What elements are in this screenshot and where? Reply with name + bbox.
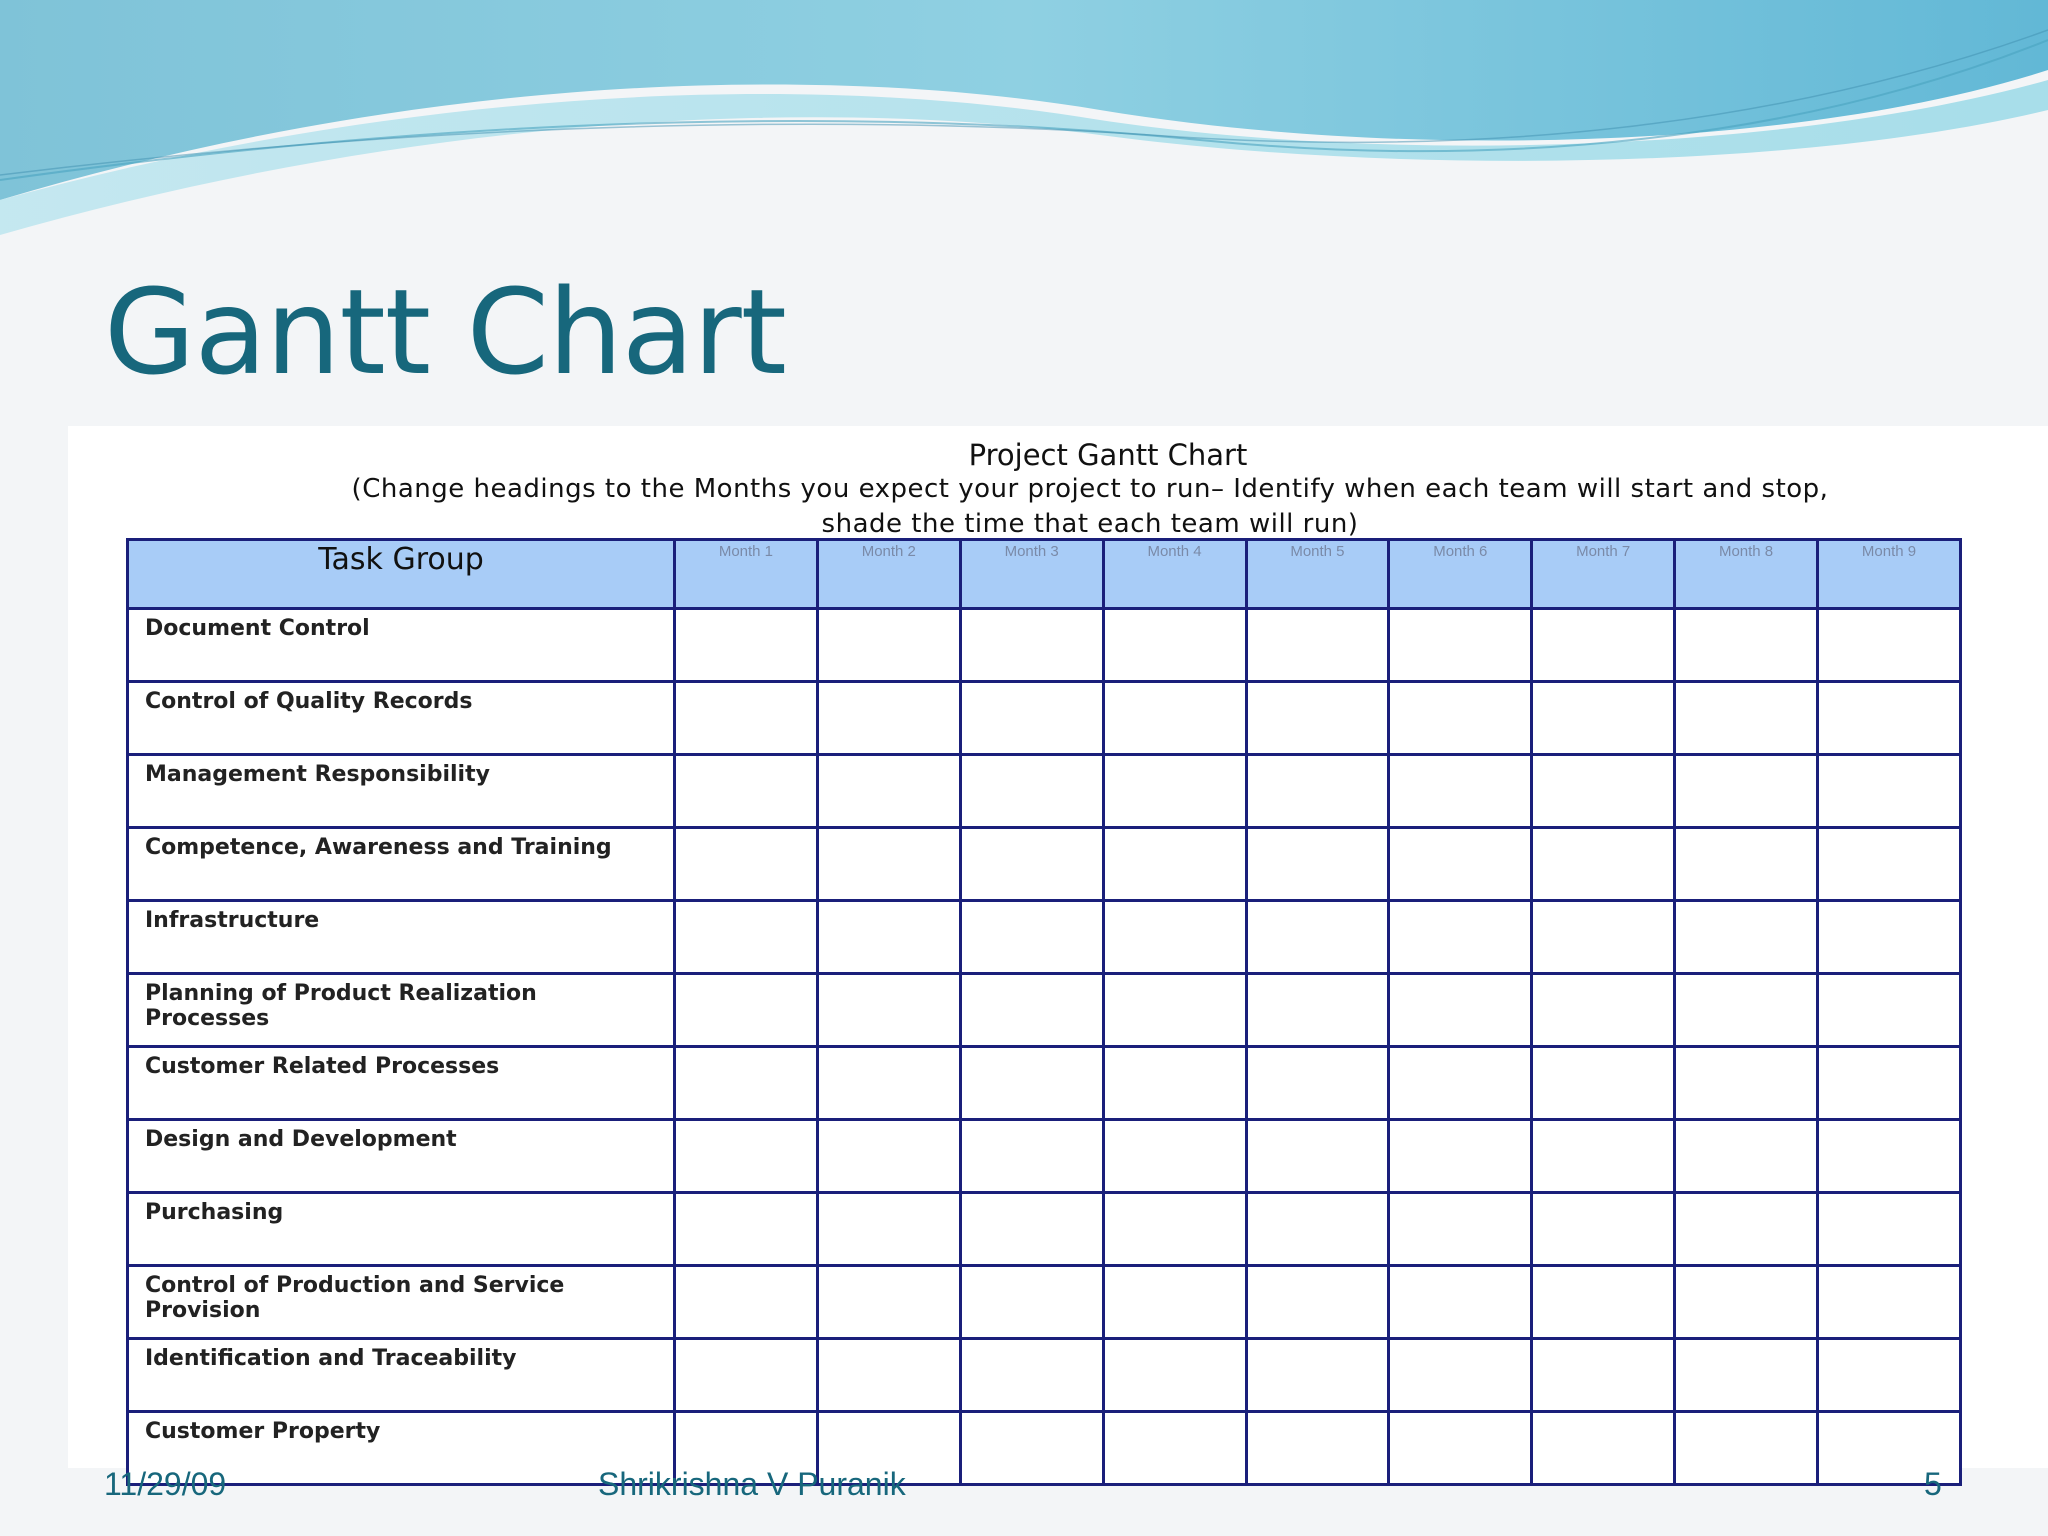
task-row — [128, 1120, 1961, 1193]
month-cell[interactable] — [1675, 1412, 1818, 1485]
month-cell[interactable] — [1103, 1266, 1246, 1339]
month-cell[interactable] — [675, 1266, 818, 1339]
task-name-cell: Document Control — [128, 609, 675, 682]
month-cell[interactable] — [1389, 1412, 1532, 1485]
month-cell[interactable] — [1532, 1193, 1675, 1266]
month-cell[interactable] — [1246, 682, 1389, 755]
month-cell[interactable] — [1675, 828, 1818, 901]
task-row — [128, 1266, 1961, 1339]
month-cell[interactable] — [1103, 682, 1246, 755]
month-header: Month 1 — [675, 540, 818, 609]
month-cell[interactable] — [1818, 1193, 1961, 1266]
month-cell[interactable] — [1818, 609, 1961, 682]
month-cell[interactable] — [817, 1193, 960, 1266]
task-name-cell: Control of Production and Service Provision — [128, 1266, 675, 1339]
month-cell[interactable] — [817, 1339, 960, 1412]
month-cell[interactable] — [960, 755, 1103, 828]
month-cell[interactable] — [1675, 1266, 1818, 1339]
month-cell[interactable] — [675, 1193, 818, 1266]
month-cell[interactable] — [1246, 1193, 1389, 1266]
footer-author: Shrikrishna V Puranik — [598, 1466, 906, 1502]
month-cell[interactable] — [1389, 1266, 1532, 1339]
month-cell[interactable] — [1246, 901, 1389, 974]
month-cell[interactable] — [960, 1047, 1103, 1120]
month-cell[interactable] — [1389, 609, 1532, 682]
month-cell[interactable] — [1389, 1120, 1532, 1193]
month-cell[interactable] — [1818, 1266, 1961, 1339]
month-cell[interactable] — [817, 901, 960, 974]
month-cell[interactable] — [1103, 1339, 1246, 1412]
month-cell[interactable] — [817, 828, 960, 901]
month-cell[interactable] — [1246, 1339, 1389, 1412]
month-cell[interactable] — [1532, 1047, 1675, 1120]
month-cell[interactable] — [1246, 609, 1389, 682]
month-cell[interactable] — [1532, 682, 1675, 755]
instructions-line-1: (Change headings to the Months you expect your project to run– Identify when each team will start and stop, — [351, 474, 1829, 504]
month-header: Month 2 — [817, 540, 960, 609]
month-cell[interactable] — [1103, 901, 1246, 974]
month-cell[interactable] — [1532, 828, 1675, 901]
month-cell[interactable] — [1675, 1120, 1818, 1193]
task-row — [128, 901, 1961, 974]
month-cell[interactable] — [675, 974, 818, 1047]
task-name-cell: Customer Property — [128, 1412, 675, 1485]
month-cell[interactable] — [1246, 974, 1389, 1047]
month-cell[interactable] — [960, 1339, 1103, 1412]
month-cell[interactable] — [960, 1120, 1103, 1193]
task-row — [128, 609, 1961, 682]
month-header: Month 8 — [1675, 540, 1818, 609]
month-cell[interactable] — [1103, 1412, 1246, 1485]
instructions-line-2: shade the time that each team will run) — [821, 509, 1359, 539]
month-cell[interactable] — [1532, 1266, 1675, 1339]
month-cell[interactable] — [817, 682, 960, 755]
task-group-header: Task Group — [128, 540, 675, 609]
task-row — [128, 682, 1961, 755]
task-name-cell: Planning of Product Realization Processes — [128, 974, 675, 1047]
month-cell[interactable] — [1818, 1047, 1961, 1120]
month-cell[interactable] — [1818, 901, 1961, 974]
task-name-cell: Infrastructure — [128, 901, 675, 974]
task-name-cell: Control of Quality Records — [128, 682, 675, 755]
month-cell[interactable] — [675, 609, 818, 682]
month-cell[interactable] — [1818, 755, 1961, 828]
chart-instructions — [140, 472, 2040, 542]
month-cell[interactable] — [1675, 901, 1818, 974]
month-cell[interactable] — [1246, 1266, 1389, 1339]
month-header: Month 3 — [960, 540, 1103, 609]
month-header: Month 5 — [1246, 540, 1389, 609]
month-cell[interactable] — [1675, 1047, 1818, 1120]
month-cell[interactable] — [960, 1193, 1103, 1266]
task-name-cell: Purchasing — [128, 1193, 675, 1266]
task-name-cell: Management Responsibility — [128, 755, 675, 828]
month-cell[interactable] — [1675, 609, 1818, 682]
month-cell[interactable] — [1389, 755, 1532, 828]
month-cell[interactable] — [675, 682, 818, 755]
task-name-cell: Competence, Awareness and Training — [128, 828, 675, 901]
month-cell[interactable] — [1818, 1120, 1961, 1193]
month-cell[interactable] — [960, 1266, 1103, 1339]
task-row — [128, 1193, 1961, 1266]
month-cell[interactable] — [1532, 1339, 1675, 1412]
month-cell[interactable] — [1389, 1193, 1532, 1266]
month-cell[interactable] — [1246, 828, 1389, 901]
task-name-cell: Customer Related Processes — [128, 1047, 675, 1120]
month-cell[interactable] — [1818, 682, 1961, 755]
gantt-chart-image — [68, 426, 2048, 1468]
gantt-table — [126, 538, 1962, 1486]
month-cell[interactable] — [1675, 755, 1818, 828]
month-cell[interactable] — [675, 828, 818, 901]
task-row — [128, 828, 1961, 901]
month-cell[interactable] — [1532, 1120, 1675, 1193]
month-cell[interactable] — [1532, 901, 1675, 974]
task-row — [128, 1047, 1961, 1120]
month-cell[interactable] — [817, 609, 960, 682]
month-cell[interactable] — [1675, 682, 1818, 755]
month-header: Month 7 — [1532, 540, 1675, 609]
month-cell[interactable] — [1246, 1047, 1389, 1120]
month-cell[interactable] — [960, 1412, 1103, 1485]
task-row — [128, 1412, 1961, 1485]
month-cell[interactable] — [1532, 609, 1675, 682]
task-row — [128, 1339, 1961, 1412]
month-cell[interactable] — [817, 1266, 960, 1339]
month-cell[interactable] — [1103, 1193, 1246, 1266]
month-cell[interactable] — [1532, 974, 1675, 1047]
month-cell[interactable] — [1818, 828, 1961, 901]
month-cell[interactable] — [1103, 1047, 1246, 1120]
month-cell[interactable] — [960, 609, 1103, 682]
month-cell[interactable] — [1389, 901, 1532, 974]
header-wave-decoration — [0, 0, 2048, 240]
task-name-cell: Identification and Traceability — [128, 1339, 675, 1412]
month-cell[interactable] — [1532, 755, 1675, 828]
month-cell[interactable] — [1389, 1339, 1532, 1412]
month-cell[interactable] — [1246, 1120, 1389, 1193]
month-cell[interactable] — [1246, 1412, 1389, 1485]
month-header: Month 4 — [1103, 540, 1246, 609]
month-cell[interactable] — [1103, 1120, 1246, 1193]
month-cell[interactable] — [1389, 828, 1532, 901]
month-cell[interactable] — [817, 755, 960, 828]
month-cell[interactable] — [1103, 755, 1246, 828]
footer-date: 11/29/09 — [104, 1466, 227, 1502]
month-cell[interactable] — [1818, 974, 1961, 1047]
month-cell[interactable] — [960, 901, 1103, 974]
month-cell[interactable] — [817, 974, 960, 1047]
month-cell[interactable] — [1532, 1412, 1675, 1485]
footer-page-number: 5 — [1924, 1466, 1942, 1502]
month-cell[interactable] — [1818, 1339, 1961, 1412]
month-cell[interactable] — [1389, 974, 1532, 1047]
month-cell[interactable] — [960, 828, 1103, 901]
month-cell[interactable] — [817, 1120, 960, 1193]
month-cell[interactable] — [1389, 682, 1532, 755]
month-cell[interactable] — [675, 1339, 818, 1412]
month-header: Month 9 — [1818, 540, 1961, 609]
month-cell[interactable] — [1675, 1339, 1818, 1412]
month-cell[interactable] — [817, 1047, 960, 1120]
month-cell[interactable] — [675, 755, 818, 828]
month-cell[interactable] — [675, 1047, 818, 1120]
month-cell[interactable] — [1675, 974, 1818, 1047]
month-cell[interactable] — [1246, 755, 1389, 828]
month-cell[interactable] — [960, 974, 1103, 1047]
slide-title: Gantt Chart — [104, 263, 786, 401]
month-cell[interactable] — [960, 682, 1103, 755]
month-cell[interactable] — [1103, 974, 1246, 1047]
header-row — [128, 540, 1961, 609]
task-row — [128, 974, 1961, 1047]
month-cell[interactable] — [675, 901, 818, 974]
month-cell[interactable] — [675, 1120, 818, 1193]
month-cell[interactable] — [1675, 1193, 1818, 1266]
month-header: Month 6 — [1389, 540, 1532, 609]
month-cell[interactable] — [1389, 1047, 1532, 1120]
chart-title: Project Gantt Chart — [968, 438, 1248, 472]
month-cell[interactable] — [1103, 609, 1246, 682]
month-cell[interactable] — [1103, 828, 1246, 901]
task-row — [128, 755, 1961, 828]
task-name-cell: Design and Development — [128, 1120, 675, 1193]
